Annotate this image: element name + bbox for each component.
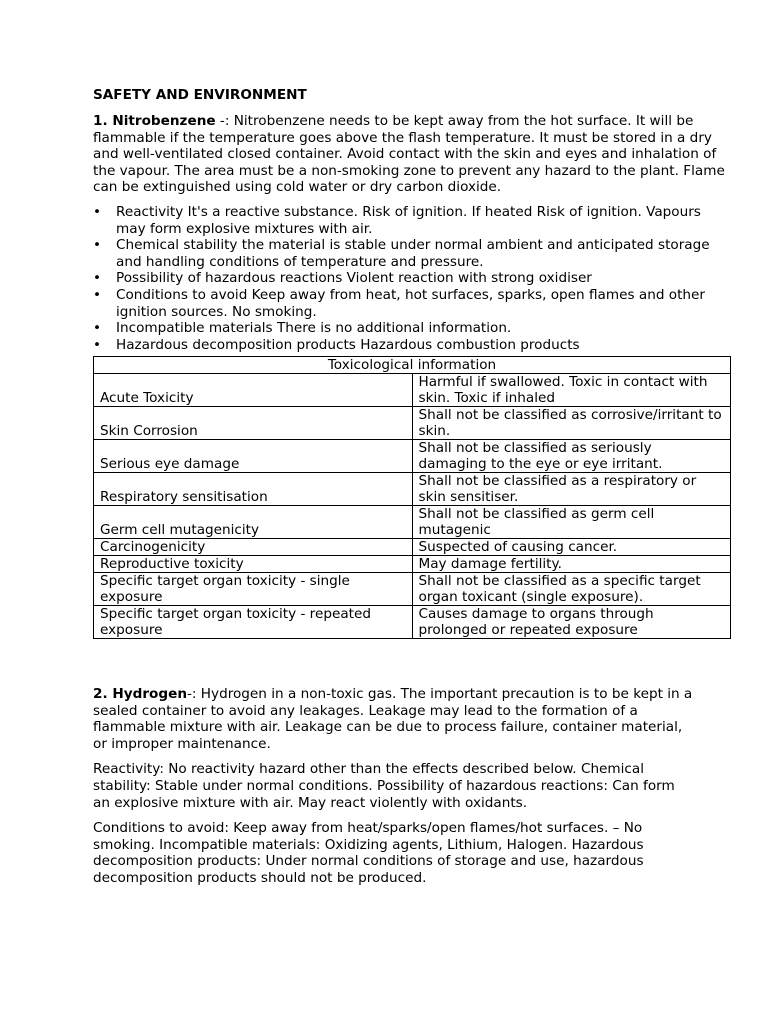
table-cell-value: Suspected of causing cancer. [412, 539, 731, 556]
table-cell-property: Germ cell mutagenicity [94, 506, 413, 539]
hydrogen-intro: -: Hydrogen in a non-toxic gas. The important precaution is to be kept in a sealed container to avoid any leakages. Leakage may lead to the formation of a flammable mixture with air. Leakage can be due to process failure, container material, or improper maintenance. [93, 686, 693, 752]
list-item [93, 204, 733, 237]
table-row [94, 506, 731, 539]
table-row [94, 573, 731, 606]
list-item [93, 270, 733, 287]
bullet-icon: • [93, 237, 102, 254]
table-row [94, 407, 731, 440]
document-page [93, 87, 733, 639]
table-cell-property: Serious eye damage [94, 440, 413, 473]
nitrobenzene-bullet-list [93, 204, 733, 353]
table-cell-value: Shall not be classified as seriously damaging to the eye or eye irritant. [412, 440, 731, 473]
hydrogen-conditions-paragraph: Conditions to avoid: Keep away from heat/sparks/open flames/hot surfaces. – No smoking. Incompatible materials: Oxidizing agents, Lithium, Halogen. Hazardous decomposition products: Under normal conditions of storage and use, hazardous decomposition products should not be produced. [93, 820, 644, 886]
table-cell-property: Skin Corrosion [94, 407, 413, 440]
table-row [94, 606, 731, 639]
table-cell-property: Reproductive toxicity [94, 556, 413, 573]
bullet-icon: • [93, 286, 102, 303]
list-item-text: Incompatible materials There is no additional information. [116, 320, 512, 337]
table-row [94, 374, 731, 407]
table-header-row [94, 357, 731, 374]
bullet-icon: • [93, 270, 102, 287]
bullet-icon: • [93, 320, 102, 337]
list-item-text: Conditions to avoid Keep away from heat, hot surfaces, sparks, open flames and other ignition sources. No smoking. [116, 286, 705, 320]
hydrogen-paragraph [93, 686, 693, 752]
toxicological-table [93, 356, 731, 639]
page-title: SAFETY AND ENVIRONMENT [93, 87, 307, 103]
list-item [93, 237, 733, 270]
nitrobenzene-heading: 1. Nitrobenzene [93, 113, 216, 129]
nitrobenzene-paragraph [93, 113, 733, 196]
table-row [94, 539, 731, 556]
table-cell-value: Shall not be classified as germ cell mutagenic [412, 506, 731, 539]
table-cell-property: Acute Toxicity [94, 374, 413, 407]
table-cell-value: Shall not be classified as a specific target organ toxicant (single exposure). [412, 573, 731, 606]
table-row [94, 440, 731, 473]
table-row [94, 556, 731, 573]
list-item-text: Reactivity It's a reactive substance. Risk of ignition. If heated Risk of ignition. Vapours may form explosive mixtures with air. [116, 203, 701, 237]
table-header: Toxicological information [94, 357, 731, 374]
hydrogen-reactivity-paragraph: Reactivity: No reactivity hazard other than the effects described below. Chemical stability: Stable under normal conditions. Possibility of hazardous reactions: Can form an explosive mixture with air. May react violently with oxidants. [93, 761, 675, 811]
list-item [93, 287, 733, 320]
table-row [94, 473, 731, 506]
list-item-text: Chemical stability the material is stable under normal ambient and anticipated storage and handling conditions of temperature and pressure. [116, 237, 710, 270]
table-cell-value: May damage fertility. [412, 556, 731, 573]
table-cell-value: Harmful if swallowed. Toxic in contact with skin. Toxic if inhaled [412, 374, 731, 407]
table-cell-property: Specific target organ toxicity - repeated exposure [94, 606, 413, 639]
list-item-text: Possibility of hazardous reactions Violent reaction with strong oxidiser [116, 270, 592, 287]
table-cell-value: Shall not be classified as corrosive/irritant to skin. [412, 407, 731, 440]
table-cell-property: Respiratory sensitisation [94, 473, 413, 506]
hydrogen-section [93, 686, 693, 896]
table-cell-property: Carcinogenicity [94, 539, 413, 556]
bullet-icon: • [93, 203, 102, 220]
table-cell-value: Shall not be classified as a respiratory or skin sensitiser. [412, 473, 731, 506]
hydrogen-heading: 2. Hydrogen [93, 686, 187, 702]
table-cell-property: Specific target organ toxicity - single exposure [94, 573, 413, 606]
bullet-icon: • [93, 336, 102, 353]
nitrobenzene-intro: -: Nitrobenzene needs to be kept away from the hot surface. It will be flammable if the temperature goes above the flash temperature. It must be stored in a dry and well-ventilated closed container. Avoid contact with the skin and eyes and inhalation of the vapour. The area must be a non-smoking zone to prevent any hazard to the plant. Flame can be extinguished using cold water or dry carbon dioxide. [93, 113, 725, 196]
list-item [93, 337, 733, 354]
list-item [93, 320, 733, 337]
list-item-text: Hazardous decomposition products Hazardous combustion products [116, 336, 580, 353]
table-cell-value: Causes damage to organs through prolonged or repeated exposure [412, 606, 731, 639]
